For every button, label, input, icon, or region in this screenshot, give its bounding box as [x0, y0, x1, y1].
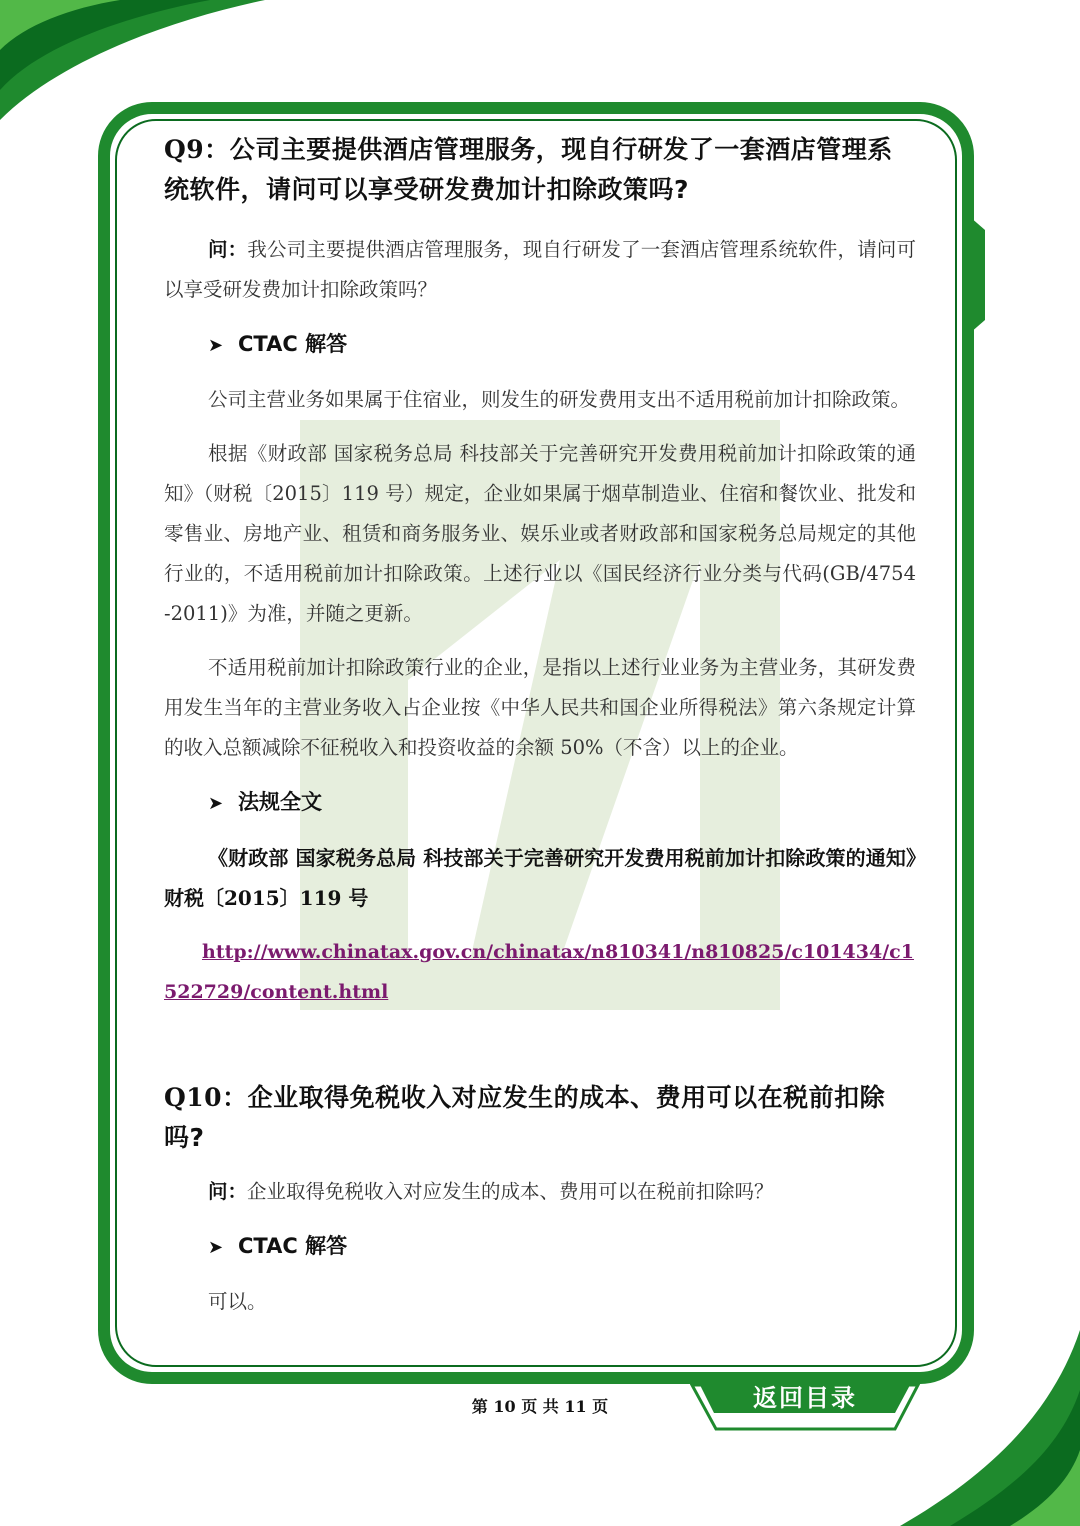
q9-answer-paragraph-2: 根据《财政部 国家税务总局 科技部关于完善研究开发费用税前加计扣除政策的通知》（财税〔2015〕119 号）规定，企业如果属于烟草制造业、住宿和餐饮业、批发和零售业、房地产业、租赁和商务服务业、娱乐业或者财政部和国家税务总局规定的其他行业的，不适用税前加计扣除政策。上述行业以《国民经济行业分类与代码(GB/4754 -2011)》为准，并随之更新。: [164, 442, 916, 625]
q9-law-heading: ➤ 法规全文: [164, 782, 916, 824]
q9-question: 问：我公司主要提供酒店管理服务，现自行研发了一套酒店管理系统软件，请问可以享受研发费加计扣除政策吗？: [164, 238, 916, 301]
arrow-icon: ➤: [208, 1237, 224, 1258]
ask-label: 问：: [208, 238, 248, 261]
back-to-contents-button[interactable]: [690, 1383, 920, 1433]
main-content: [164, 130, 916, 1322]
ask-label: 问：: [208, 1180, 248, 1203]
arrow-icon: ➤: [208, 335, 224, 356]
q10-question: 问：企业取得免税收入对应发生的成本、费用可以在税前扣除吗？: [208, 1180, 774, 1203]
q9-answer-paragraph-3: 不适用税前加计扣除政策行业的企业，是指以上述行业业务为主营业务，其研发费用发生当年的主营业务收入占企业按《中华人民共和国企业所得税法》第六条规定计算的收入总额减除不征税收入和投资收益的余额 50%（不含）以上的企业。: [164, 656, 916, 759]
q10-answer-paragraph-1: 可以。: [208, 1290, 267, 1313]
arrow-icon: ➤: [208, 793, 224, 814]
q10-title: Q10：企业取得免税收入对应发生的成本、费用可以在税前扣除吗?: [164, 1083, 886, 1152]
q10-answer-heading: ➤ CTAC 解答: [164, 1226, 916, 1268]
q9-law-title: 《财政部 国家税务总局 科技部关于完善研究开发费用税前加计扣除政策的通知》财税〔2015〕119 号: [164, 846, 916, 910]
q9-law-link[interactable]: http://www.chinatax.gov.cn/chinatax/n810341/n810825/c101434/c1522729/content.html: [164, 941, 914, 1003]
page-indicator: 第 10 页 共 11 页: [471, 1397, 609, 1416]
back-button-label: 返回目录: [753, 1384, 857, 1412]
q9-answer-heading: ➤ CTAC 解答: [164, 324, 916, 366]
q9-answer-paragraph-1: 公司主营业务如果属于住宿业，则发生的研发费用支出不适用税前加计扣除政策。: [208, 388, 911, 411]
q9-title: Q9：公司主要提供酒店管理服务，现自行研发了一套酒店管理系统软件，请问可以享受研发费加计扣除政策吗?: [164, 135, 893, 204]
